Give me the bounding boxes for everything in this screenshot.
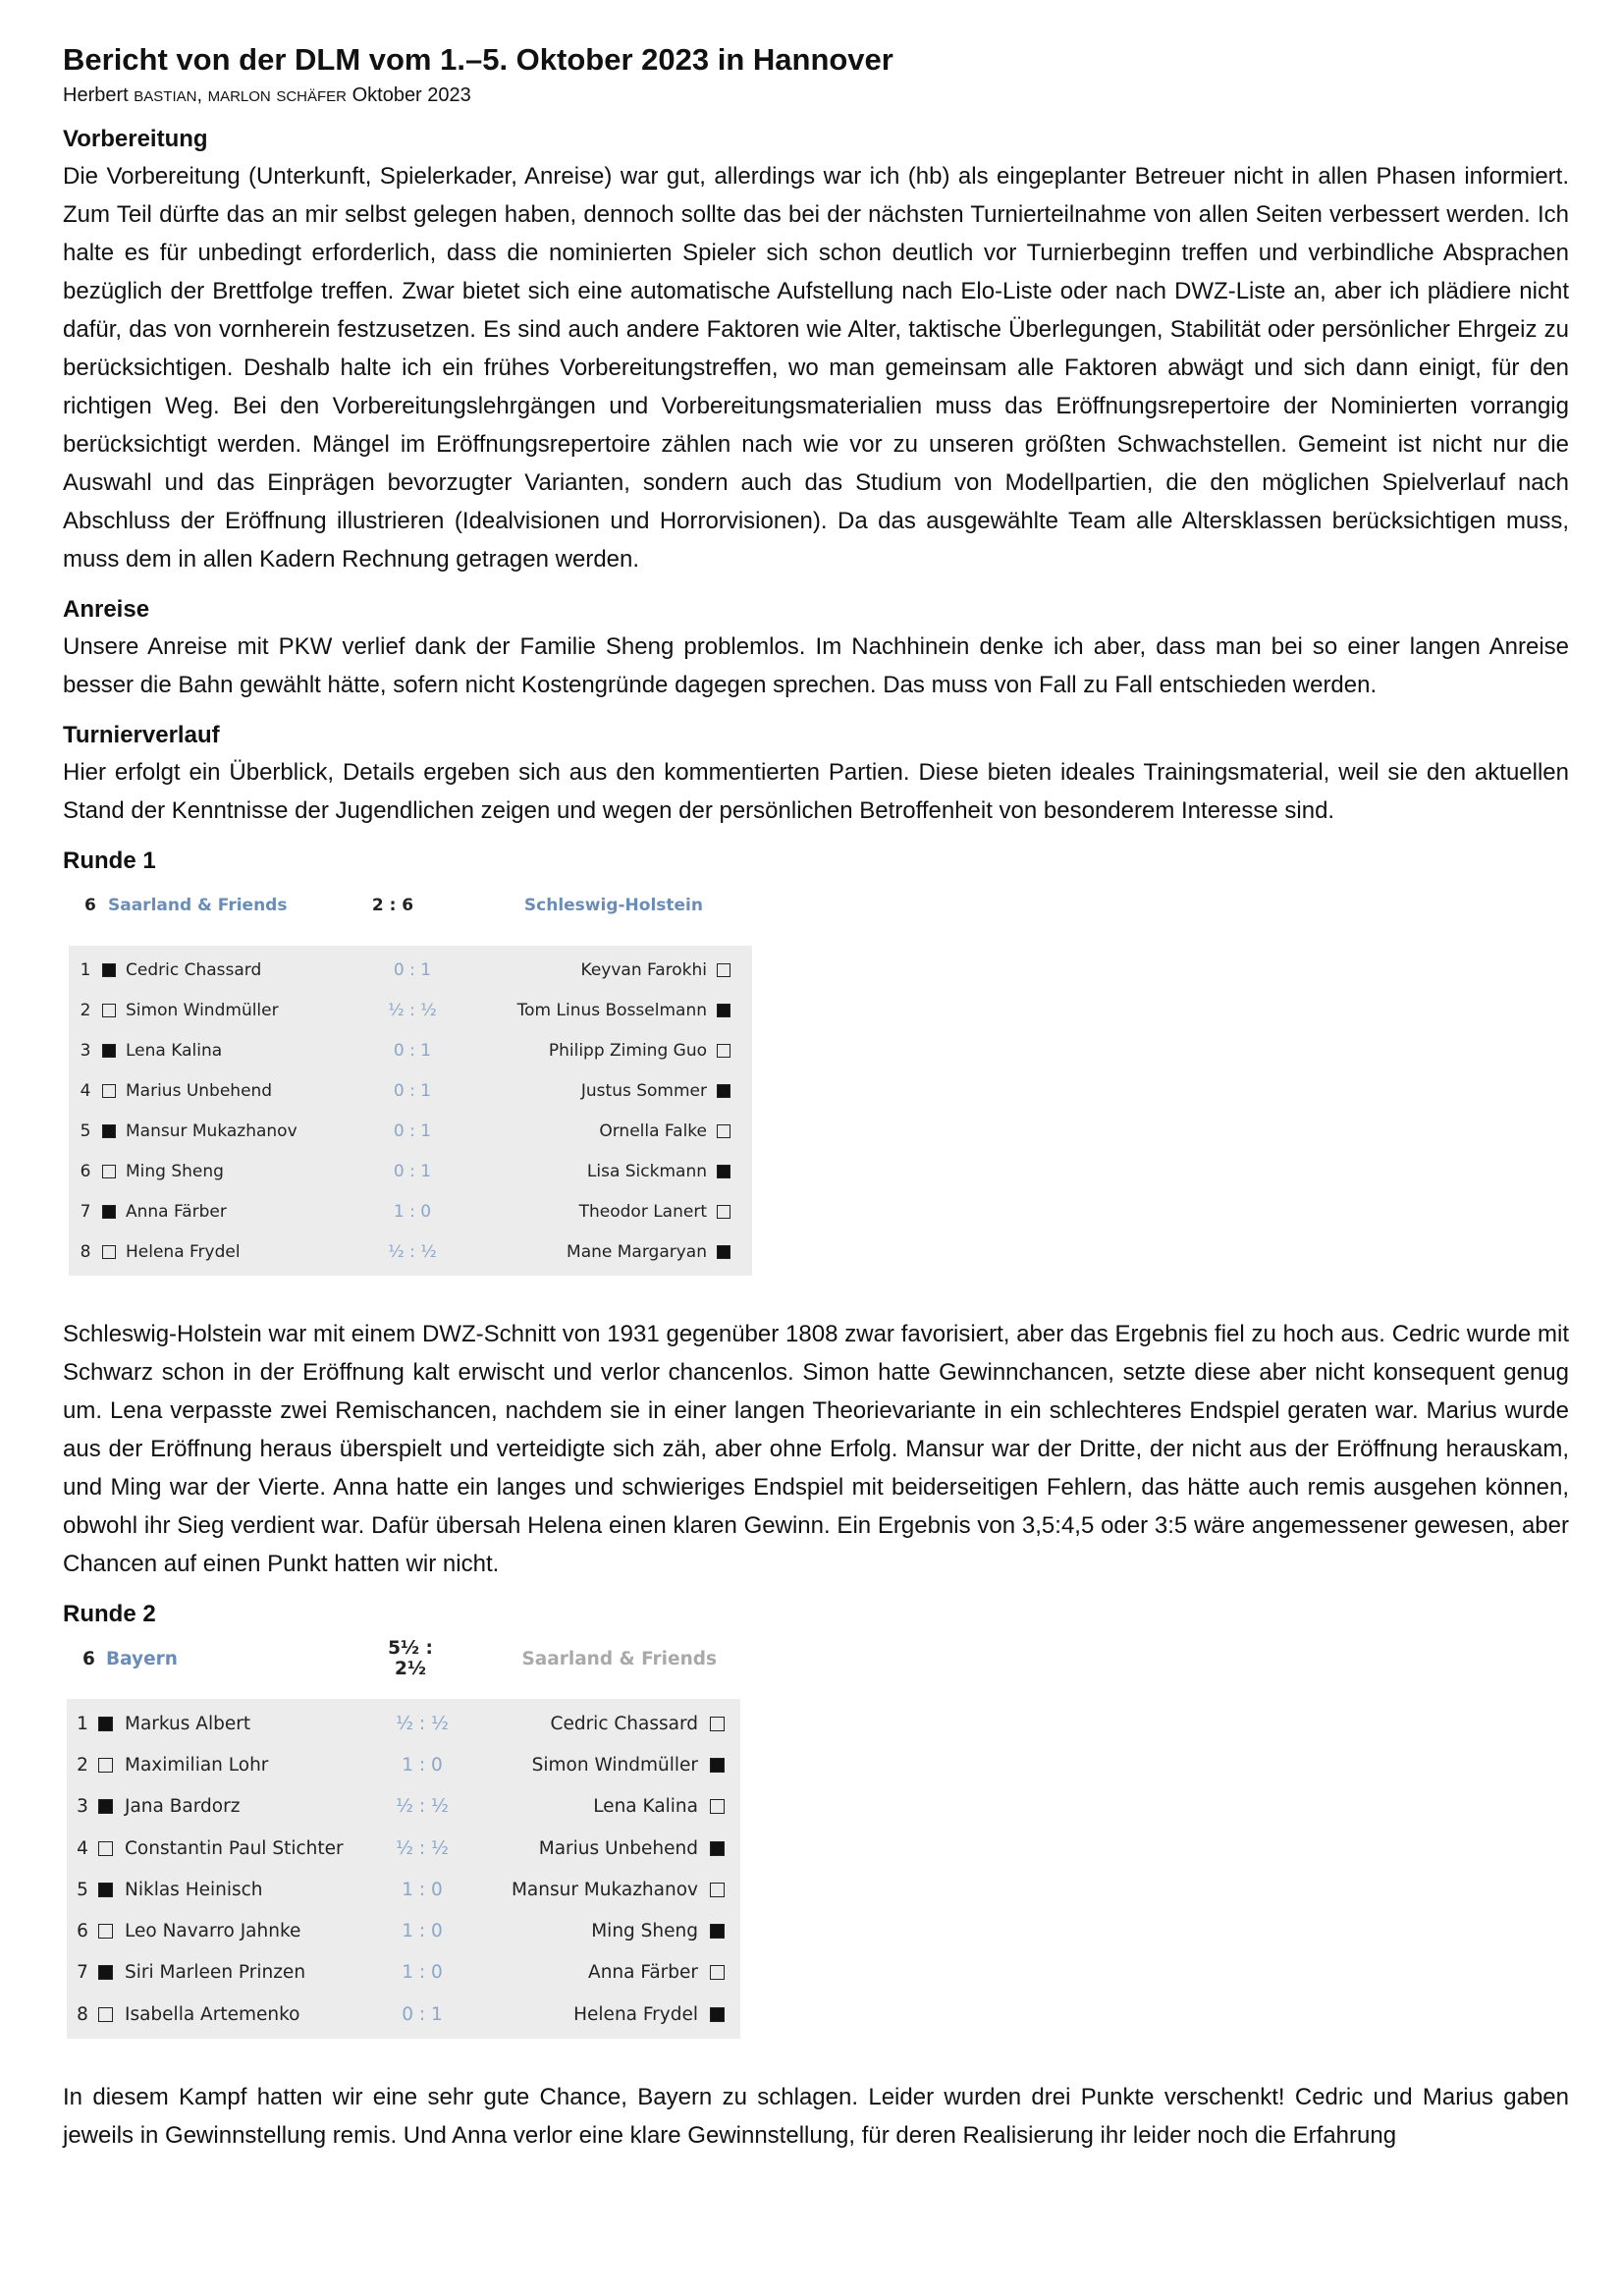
- board-number: 7: [80, 1201, 91, 1222]
- pairing-row: [67, 1744, 740, 1785]
- away-player: [463, 1162, 730, 1181]
- game-result: 1 : 0: [402, 1921, 443, 1942]
- away-player-name: Philipp Ziming Guo: [548, 1040, 707, 1061]
- board-number: 2: [80, 1000, 91, 1020]
- away-player-name: Lena Kalina: [593, 1796, 698, 1818]
- black-piece-icon: [98, 1883, 113, 1897]
- black-piece-icon: [710, 1758, 725, 1773]
- black-piece-icon: [717, 1165, 730, 1178]
- away-player-name: Ming Sheng: [591, 1921, 698, 1942]
- document-page: [63, 39, 1569, 2155]
- white-piece-icon: [710, 1717, 725, 1731]
- board-number: 1: [80, 959, 91, 980]
- author-1-first: Herbert: [63, 84, 129, 106]
- away-player-name: Justus Sommer: [580, 1080, 707, 1101]
- pairing-row: [67, 1869, 740, 1910]
- heading-turnierverlauf: Turnierverlauf: [63, 722, 220, 748]
- home-player-name: Markus Albert: [125, 1713, 251, 1734]
- white-piece-icon: [102, 1245, 116, 1259]
- white-piece-icon: [717, 1124, 730, 1138]
- away-player-name: Marius Unbehend: [538, 1837, 698, 1859]
- board-number: 4: [80, 1080, 91, 1101]
- heading-vorbereitung: Vorbereitung: [63, 126, 208, 152]
- home-player: [98, 1796, 379, 1818]
- match-header: [69, 891, 752, 920]
- game-result: ½ : ½: [388, 1241, 437, 1262]
- black-piece-icon: [102, 963, 116, 977]
- white-piece-icon: [102, 1165, 116, 1178]
- away-player-name: Simon Windmüller: [531, 1754, 698, 1776]
- away-player: [463, 1121, 730, 1141]
- board-number: 6: [77, 1921, 88, 1942]
- away-player-name: Anna Färber: [588, 1962, 698, 1984]
- away-player: [463, 1081, 730, 1101]
- away-player-name: Ornella Falke: [599, 1121, 707, 1141]
- white-piece-icon: [717, 963, 730, 977]
- game-result: 0 : 1: [393, 959, 432, 980]
- home-player: [102, 1081, 361, 1101]
- game-result: 0 : 1: [402, 2003, 443, 2025]
- home-player: [98, 1713, 379, 1734]
- match-header: [67, 1638, 740, 1679]
- authors-line: [63, 82, 1569, 110]
- home-team: Bayern: [106, 1648, 178, 1669]
- white-piece-icon: [710, 1799, 725, 1814]
- author-separator: ,: [196, 84, 203, 106]
- white-piece-icon: [717, 1044, 730, 1058]
- away-player: [463, 1041, 730, 1061]
- report-date: Oktober 2023: [351, 84, 471, 106]
- away-team: Schleswig-Holstein: [523, 896, 703, 915]
- home-player: [102, 1121, 361, 1141]
- away-player: [465, 1879, 725, 1900]
- white-piece-icon: [102, 1004, 116, 1017]
- board-number: 5: [80, 1121, 91, 1141]
- game-result: ½ : ½: [388, 1000, 437, 1020]
- home-player: [98, 1923, 379, 1940]
- game-result: 0 : 1: [393, 1161, 432, 1181]
- board-number: 6: [80, 1161, 91, 1181]
- away-player-name: Keyvan Farokhi: [580, 959, 707, 980]
- match-score: 2 : 6: [371, 896, 414, 915]
- home-player-name: Ming Sheng: [126, 1161, 224, 1181]
- home-player: [98, 2003, 379, 2025]
- black-piece-icon: [717, 1245, 730, 1259]
- home-player-name: Jana Bardorz: [125, 1796, 241, 1818]
- away-player: [463, 1202, 730, 1222]
- home-player-name: Mansur Mukazhanov: [126, 1121, 297, 1141]
- home-player: [98, 1837, 379, 1859]
- black-piece-icon: [717, 1004, 730, 1017]
- pairings-list: [67, 1699, 740, 2039]
- pairing-row: [69, 1111, 752, 1151]
- away-player: [463, 960, 730, 980]
- board-number: 3: [80, 1040, 91, 1061]
- white-piece-icon: [710, 1965, 725, 1980]
- pairing-row: [67, 1703, 740, 1744]
- pairing-row: [67, 1910, 740, 1951]
- board-number: 2: [77, 1754, 88, 1776]
- away-player-name: Mane Margaryan: [567, 1241, 707, 1262]
- pairing-row: [69, 1231, 752, 1272]
- game-result: 1 : 0: [402, 1879, 443, 1900]
- away-player: [465, 1923, 725, 1940]
- match-score: 5½ : 2½: [388, 1638, 433, 1679]
- game-result: 0 : 1: [393, 1121, 432, 1141]
- black-piece-icon: [710, 2007, 725, 2022]
- match-number: 6: [82, 1648, 95, 1669]
- board-number: 1: [77, 1713, 88, 1734]
- home-player-name: Isabella Artemenko: [125, 2003, 300, 2025]
- pairing-row: [69, 950, 752, 990]
- game-result: 1 : 0: [402, 1754, 443, 1776]
- black-piece-icon: [102, 1044, 116, 1058]
- pairing-row: [69, 1191, 752, 1231]
- away-player: [463, 1242, 730, 1262]
- black-piece-icon: [98, 1717, 113, 1731]
- home-player: [98, 1754, 379, 1776]
- white-piece-icon: [710, 1883, 725, 1897]
- home-player-name: Simon Windmüller: [126, 1000, 279, 1020]
- black-piece-icon: [98, 1965, 113, 1980]
- pairing-row: [67, 1994, 740, 2035]
- white-piece-icon: [98, 1841, 113, 1856]
- home-player-name: Leo Navarro Jahnke: [125, 1921, 301, 1942]
- game-result: 0 : 1: [393, 1040, 432, 1061]
- away-player: [465, 1754, 725, 1776]
- away-player: [465, 1837, 725, 1859]
- home-player-name: Marius Unbehend: [126, 1080, 273, 1101]
- board-number: 7: [77, 1962, 88, 1984]
- board-number: 8: [80, 1241, 91, 1262]
- black-piece-icon: [102, 1205, 116, 1219]
- paragraph-anreise: Unsere Anreise mit PKW verlief dank der Familie Sheng problemlos. Im Nachhinein denke ich aber, dass man bei so einer langen Anreise besser die Bahn gewählt hätte, sofern nicht Kostengründe dagegen sprechen. Das muss von Fall zu Fall entschieden werden.: [63, 633, 1569, 698]
- away-team: Saarland & Friends: [521, 1648, 717, 1669]
- away-player: [465, 2003, 725, 2025]
- document-title: Bericht von der DLM vom 1.–5. Oktober 2023 in Hannover: [63, 42, 893, 77]
- game-result: 1 : 0: [402, 1962, 443, 1984]
- white-piece-icon: [98, 1924, 113, 1939]
- home-player-name: Niklas Heinisch: [125, 1879, 263, 1900]
- white-piece-icon: [98, 2007, 113, 2022]
- pairing-row: [67, 1952, 740, 1994]
- game-result: 1 : 0: [393, 1201, 432, 1222]
- home-player: [98, 1879, 379, 1900]
- white-piece-icon: [98, 1758, 113, 1773]
- pairing-row: [69, 1070, 752, 1111]
- home-player: [102, 1041, 361, 1061]
- away-player: [465, 1796, 725, 1818]
- round-1-label: Runde 1: [63, 847, 156, 874]
- board-number: 5: [77, 1879, 88, 1900]
- black-piece-icon: [710, 1841, 725, 1856]
- paragraph-round-1: Schleswig-Holstein war mit einem DWZ-Schnitt von 1931 gegenüber 1808 zwar favorisiert, aber das Ergebnis fiel zu hoch aus. Cedric wurde mit Schwarz schon in der Eröffnung kalt erwischt und verlor chancenlos. Simon hatte Gewinnchancen, setzte diese aber nicht konsequent genug um. Lena verpasste zwei Remischancen, nachdem sie in einer langen Theorievariante in ein schlechteres Endspiel geraten war. Marius wurde aus der Eröffnung heraus überspielt und verteidigte sich zäh, aber ohne Erfolg. Mansur war der Dritte, der nicht aus der Eröffnung herauskam, und Ming war der Vierte. Anna hatte ein langes und schwieriges Endspiel mit beiderseitigen Fehlern, das hätte auch remis ausgehen können, obwohl ihr Sieg verdient war. Dafür übersah Helena einen klaren Gewinn. Ein Ergebnis von 3,5:4,5 oder 3:5 wäre angemessener gewesen, aber Chancen auf einen Punkt hatten wir nicht.: [63, 1321, 1569, 1577]
- white-piece-icon: [102, 1084, 116, 1098]
- away-player-name: Helena Frydel: [573, 2003, 698, 2025]
- pairing-row: [67, 1828, 740, 1869]
- paragraph-vorbereitung: Die Vorbereitung (Unterkunft, Spielerkader, Anreise) war gut, allerdings war ich (hb) als eingeplanter Betreuer nicht in allen Phasen informiert. Zum Teil dürfte das an mir selbst gelegen haben, dennoch sollte das bei der nächsten Turnierteilnahme von allen Seiten verbessert werden. Ich halte es für unbedingt erforderlich, dass die nominierten Spieler sich schon deutlich vor Turnierbeginn treffen und verbindliche Absprachen bezüglich der Brettfolge treffen. Zwar bietet sich eine automatische Aufstellung nach Elo-Liste oder nach DWZ-Liste an, aber ich plädiere nicht dafür, das von vornherein festzusetzen. Es sind auch andere Faktoren wie Alter, taktische Überlegungen, Stabilität oder persönlicher Ehrgeiz zu berücksichtigen. Deshalb halte ich ein frühes Vorbereitungstreffen, wo man gemeinsam alle Faktoren abwägt und sich dann einigt, für den richtigen Weg. Bei den Vorbereitungslehrgängen und Vorbereitungsmaterialien muss das Eröffnungsrepertoire der Nominierten vorrangig berücksichtigt werden. Mängel im Eröffnungsrepertoire zählen nach wie vor zu unseren größten Schwachstellen. Gemeint ist nicht nur die Auswahl und das Einprägen bevorzugter Varianten, sondern auch das Studium von Modellpartien, die den möglichen Spielverlauf nach Abschluss der Eröffnung illustrieren (Idealvisionen und Horrorvisionen). Da das ausgewählte Team alle Altersklassen berücksichtigen muss, muss dem in allen Kadern Rechnung getragen werden.: [63, 163, 1569, 573]
- black-piece-icon: [717, 1084, 730, 1098]
- home-player: [102, 960, 361, 980]
- black-piece-icon: [102, 1124, 116, 1138]
- away-player-name: Theodor Lanert: [578, 1201, 707, 1222]
- round-1-match-table: [69, 891, 752, 1276]
- board-number: 3: [77, 1796, 88, 1818]
- match-number: 6: [84, 896, 96, 915]
- game-result: ½ : ½: [396, 1796, 449, 1818]
- game-result: 0 : 1: [393, 1080, 432, 1101]
- pairing-row: [69, 1151, 752, 1191]
- game-result: ½ : ½: [396, 1837, 449, 1859]
- board-number: 4: [77, 1837, 88, 1859]
- home-player-name: Lena Kalina: [126, 1040, 223, 1061]
- home-player: [102, 1202, 361, 1222]
- round-2-label: Runde 2: [63, 1601, 156, 1627]
- home-player: [102, 1001, 361, 1020]
- home-player-name: Anna Färber: [126, 1201, 227, 1222]
- round-2-match-table: [67, 1638, 740, 2039]
- white-piece-icon: [717, 1205, 730, 1219]
- home-player: [98, 1962, 379, 1984]
- away-player: [465, 1962, 725, 1984]
- home-team: Saarland & Friends: [108, 896, 288, 915]
- home-player: [102, 1162, 361, 1181]
- author-2-last: SCHÄFER: [276, 88, 348, 105]
- home-player: [102, 1242, 361, 1262]
- away-player-name: Mansur Mukazhanov: [511, 1879, 698, 1900]
- away-player-name: Tom Linus Bosselmann: [516, 1000, 707, 1020]
- away-player: [463, 1001, 730, 1020]
- author-2-first: MARLON: [207, 88, 271, 105]
- pairing-row: [69, 1030, 752, 1070]
- pairings-list: [69, 946, 752, 1276]
- game-result: ½ : ½: [396, 1713, 449, 1734]
- away-player-name: Cedric Chassard: [550, 1713, 698, 1734]
- home-player-name: Siri Marleen Prinzen: [125, 1962, 306, 1984]
- author-1-last: BASTIAN: [134, 88, 197, 105]
- away-player: [465, 1713, 725, 1734]
- black-piece-icon: [710, 1924, 725, 1939]
- black-piece-icon: [98, 1799, 113, 1814]
- home-player-name: Cedric Chassard: [126, 959, 262, 980]
- away-player-name: Lisa Sickmann: [586, 1161, 707, 1181]
- paragraph-round-2: In diesem Kampf hatten wir eine sehr gute Chance, Bayern zu schlagen. Leider wurden drei Punkte verschenkt! Cedric und Marius gaben jeweils in Gewinnstellung remis. Und Anna verlor eine klare Gewinnstellung, für deren Realisierung ihr leider noch die Erfahrung: [63, 2084, 1569, 2150]
- pairing-row: [69, 990, 752, 1030]
- paragraph-turnierverlauf: Hier erfolgt ein Überblick, Details ergeben sich aus den kommentierten Partien. Diese bieten ideales Trainingsmaterial, weil sie den aktuellen Stand der Kenntnisse der Jugendlichen zeigen und wegen der persönlichen Betroffenheit von besonderem Interesse sind.: [63, 759, 1569, 824]
- home-player-name: Helena Frydel: [126, 1241, 241, 1262]
- heading-anreise: Anreise: [63, 596, 150, 623]
- home-player-name: Constantin Paul Stichter: [125, 1837, 344, 1859]
- board-number: 8: [77, 2003, 88, 2025]
- pairing-row: [67, 1786, 740, 1828]
- home-player-name: Maximilian Lohr: [125, 1754, 269, 1776]
